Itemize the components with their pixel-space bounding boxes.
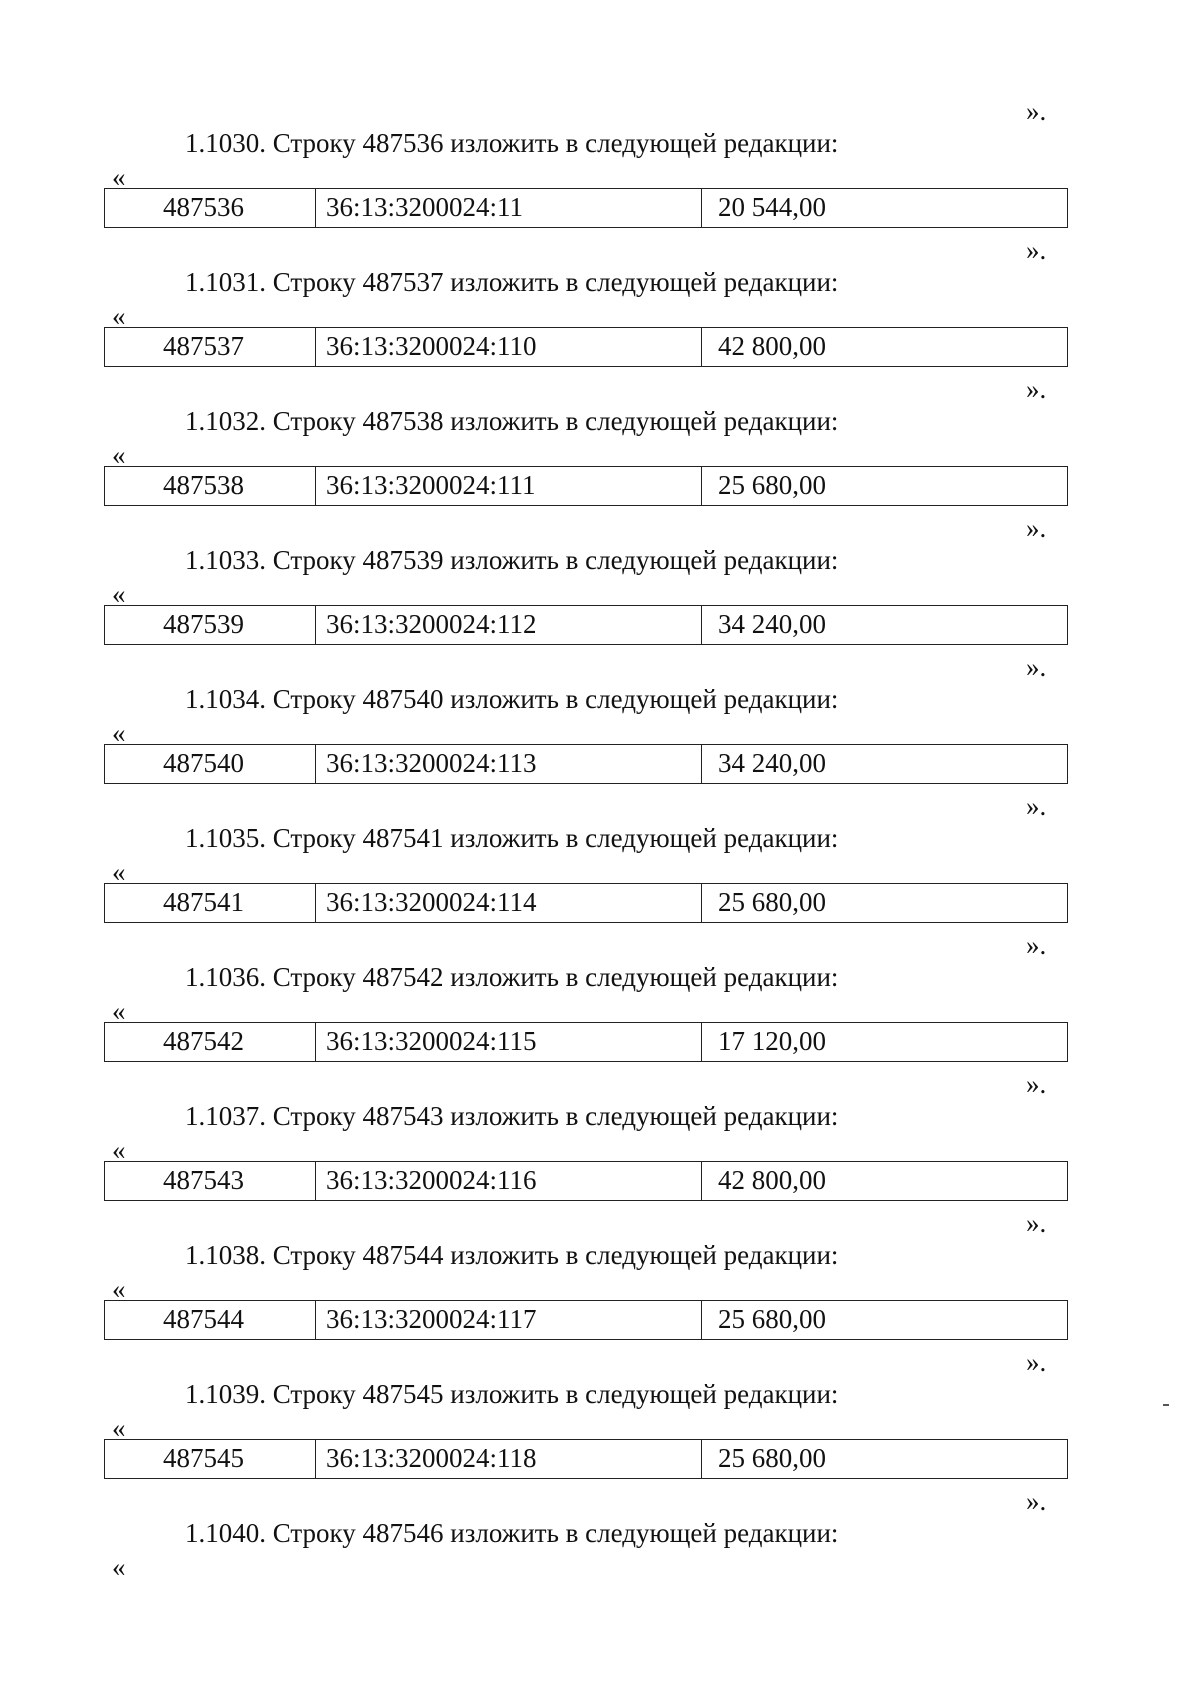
opening-quote: « [112, 440, 126, 470]
row-number-cell: 487544 [105, 1301, 316, 1339]
table-row [104, 605, 1068, 645]
closing-quote: ». [1026, 1069, 1047, 1099]
closing-quote: ». [1026, 374, 1047, 404]
section-heading: 1.1030. Строку 487536 изложить в следующей редакции: [185, 128, 839, 158]
value-cell: 42 800,00 [718, 331, 826, 361]
row-number-cell: 487545 [105, 1440, 316, 1478]
cadastral-number-cell: 36:13:3200024:116 [316, 1162, 702, 1200]
opening-quote: « [112, 1135, 126, 1165]
table-row [104, 327, 1068, 367]
section-heading: 1.1031. Строку 487537 изложить в следующей редакции: [185, 267, 839, 297]
opening-quote: « [112, 1552, 126, 1582]
row-number-cell: 487538 [105, 467, 316, 505]
row-number-cell: 487541 [105, 884, 316, 922]
table-row [104, 1300, 1068, 1340]
table-row [104, 1022, 1068, 1062]
section-heading: 1.1038. Строку 487544 изложить в следующей редакции: [185, 1240, 839, 1270]
section-heading: 1.1036. Строку 487542 изложить в следующей редакции: [185, 962, 839, 992]
closing-quote: ». [1026, 930, 1047, 960]
cadastral-number-cell: 36:13:3200024:117 [316, 1301, 702, 1339]
value-cell: 25 680,00 [718, 887, 826, 917]
row-number-cell: 487539 [105, 606, 316, 644]
value-cell: 34 240,00 [718, 748, 826, 778]
table-row [104, 744, 1068, 784]
closing-quote: ». [1026, 96, 1047, 126]
value-cell: 25 680,00 [718, 1304, 826, 1334]
row-number-cell: 487537 [105, 328, 316, 366]
row-number-cell: 487536 [105, 189, 316, 227]
opening-quote: « [112, 162, 126, 192]
cadastral-number-cell: 36:13:3200024:114 [316, 884, 702, 922]
cadastral-number-cell: 36:13:3200024:110 [316, 328, 702, 366]
value-cell: 34 240,00 [718, 609, 826, 639]
table-row [104, 188, 1068, 228]
closing-quote: ». [1026, 1208, 1047, 1238]
opening-quote: « [112, 579, 126, 609]
section-heading: 1.1035. Строку 487541 изложить в следующей редакции: [185, 823, 839, 853]
closing-quote: ». [1026, 652, 1047, 682]
scan-artifact-mark [1163, 1404, 1169, 1406]
closing-quote: ». [1026, 1347, 1047, 1377]
opening-quote: « [112, 718, 126, 748]
table-row [104, 466, 1068, 506]
section-heading: 1.1034. Строку 487540 изложить в следующей редакции: [185, 684, 839, 714]
section-heading: 1.1037. Строку 487543 изложить в следующей редакции: [185, 1101, 839, 1131]
value-cell: 25 680,00 [718, 1443, 826, 1473]
cadastral-number-cell: 36:13:3200024:113 [316, 745, 702, 783]
opening-quote: « [112, 301, 126, 331]
opening-quote: « [112, 1413, 126, 1443]
cadastral-number-cell: 36:13:3200024:115 [316, 1023, 702, 1061]
section-heading: 1.1039. Строку 487545 изложить в следующей редакции: [185, 1379, 839, 1409]
table-row [104, 1439, 1068, 1479]
row-number-cell: 487542 [105, 1023, 316, 1061]
table-row [104, 883, 1068, 923]
cadastral-number-cell: 36:13:3200024:11 [316, 189, 702, 227]
opening-quote: « [112, 857, 126, 887]
row-number-cell: 487543 [105, 1162, 316, 1200]
cadastral-number-cell: 36:13:3200024:112 [316, 606, 702, 644]
value-cell: 25 680,00 [718, 470, 826, 500]
value-cell: 20 544,00 [718, 192, 826, 222]
section-heading: 1.1032. Строку 487538 изложить в следующей редакции: [185, 406, 839, 436]
value-cell: 42 800,00 [718, 1165, 826, 1195]
section-heading: 1.1033. Строку 487539 изложить в следующей редакции: [185, 545, 839, 575]
cadastral-number-cell: 36:13:3200024:118 [316, 1440, 702, 1478]
cadastral-number-cell: 36:13:3200024:111 [316, 467, 702, 505]
value-cell: 17 120,00 [718, 1026, 826, 1056]
closing-quote: ». [1026, 513, 1047, 543]
closing-quote: ». [1026, 235, 1047, 265]
row-number-cell: 487540 [105, 745, 316, 783]
opening-quote: « [112, 996, 126, 1026]
closing-quote: ». [1026, 791, 1047, 821]
table-row [104, 1161, 1068, 1201]
closing-quote: ». [1026, 1486, 1047, 1516]
section-heading: 1.1040. Строку 487546 изложить в следующей редакции: [185, 1518, 839, 1548]
opening-quote: « [112, 1274, 126, 1304]
